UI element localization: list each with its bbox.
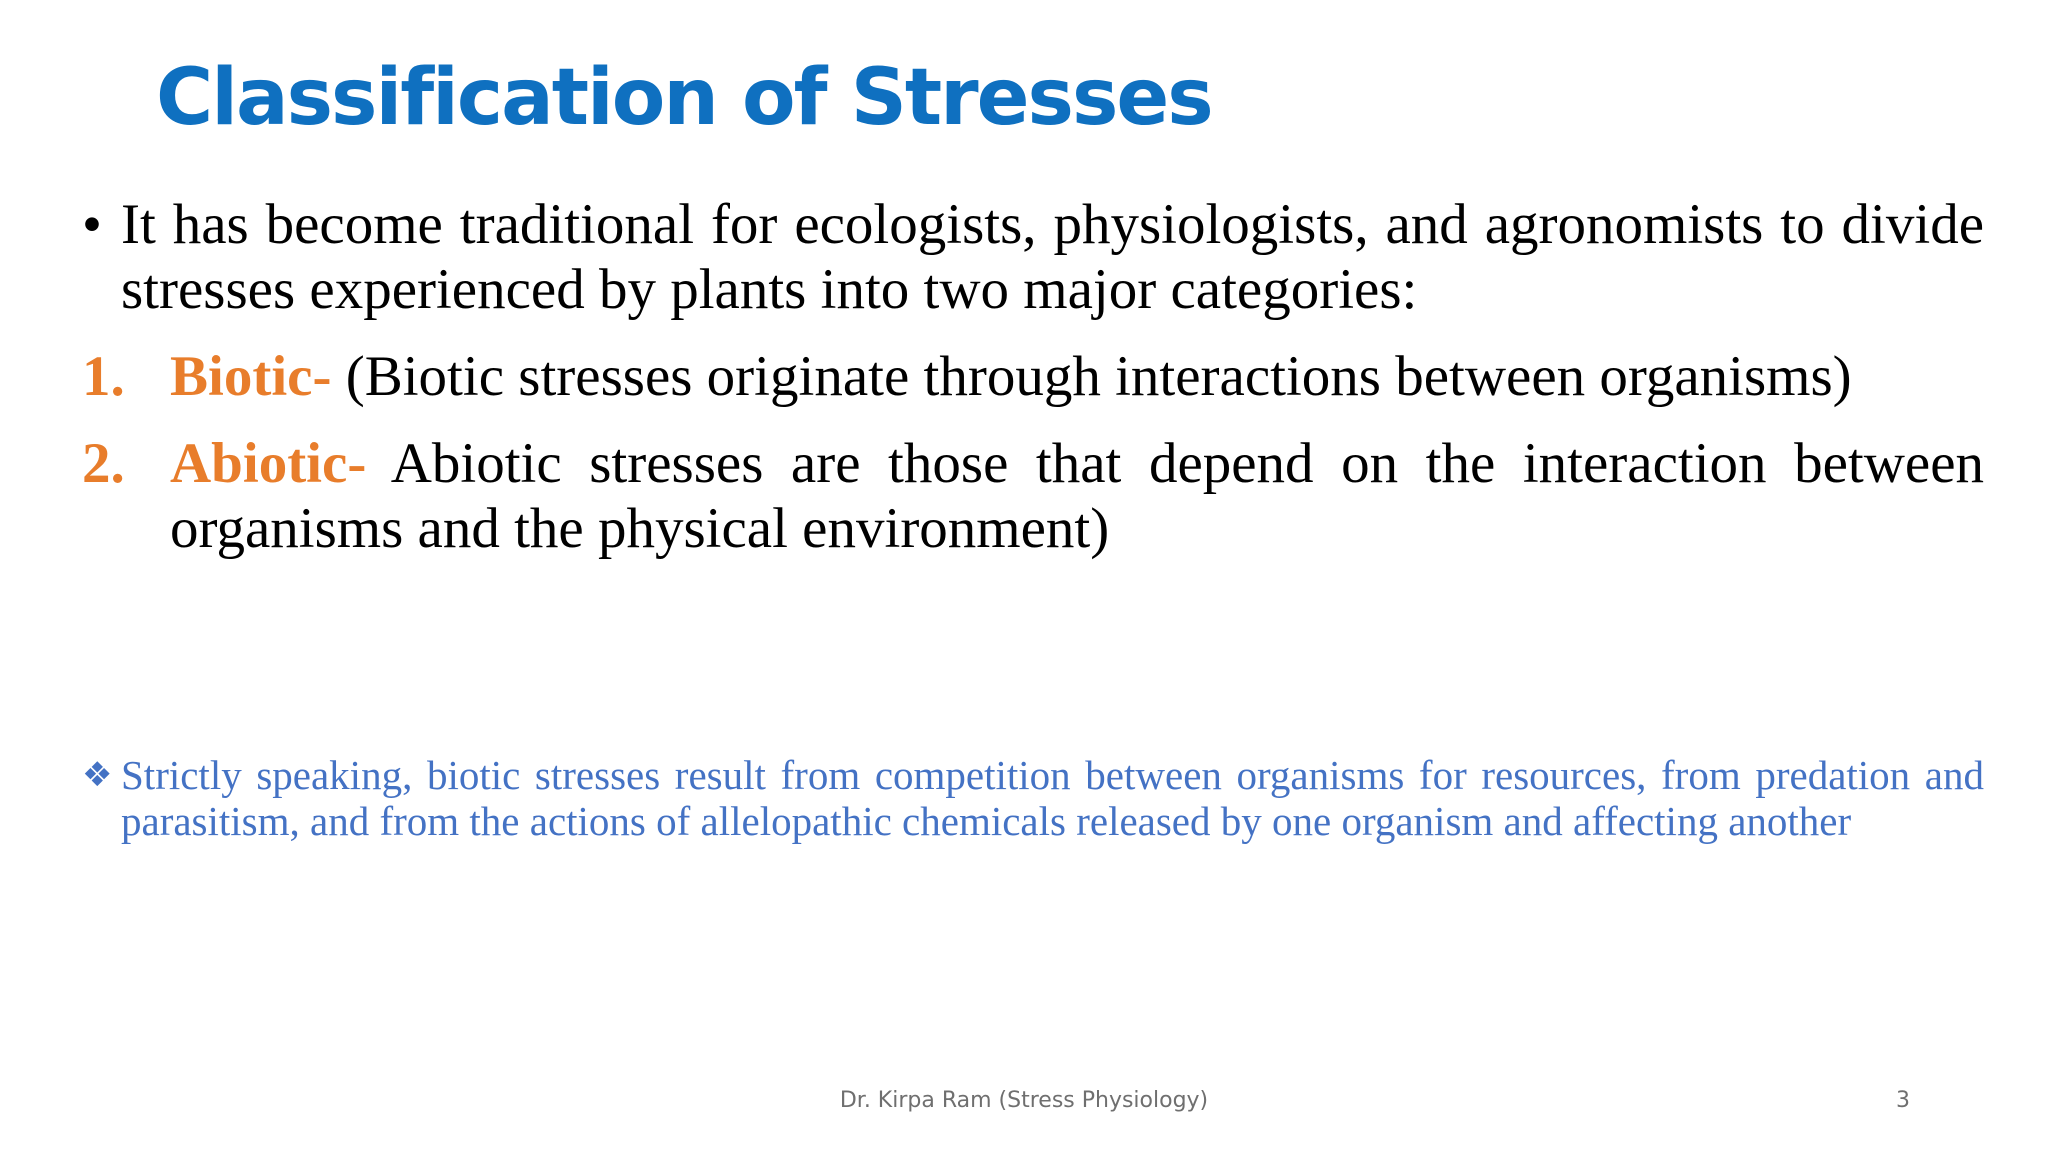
page-number: 3 <box>1896 1088 1910 1113</box>
category-description: Abiotic stresses are those that depend on the interaction between organisms and the physical environment) <box>170 432 1984 560</box>
intro-text: It has become traditional for ecologists, physiologists, and agronomists to divide stresses experienced by plants into two major categories: <box>121 193 1984 321</box>
note-text: Strictly speaking, biotic stresses result from competition between organisms for resources, from predation and parasitism, and from the actions of allelopathic chemicals released by one organism and affecting another <box>121 752 1984 844</box>
category-number: 1. <box>82 345 125 408</box>
category-term: Abiotic- <box>170 432 367 495</box>
category-text <box>170 431 1984 561</box>
footer-text: Dr. Kirpa Ram (Stress Physiology) <box>839 1088 1209 1113</box>
intro-bullet-row <box>82 192 1984 322</box>
category-item-biotic <box>82 344 1984 409</box>
category-number: 2. <box>82 432 125 495</box>
bullet-icon: • <box>82 193 102 256</box>
category-text <box>170 344 1984 409</box>
intro-paragraph <box>82 192 1984 322</box>
category-description: (Biotic stresses originate through interactions between organisms) <box>331 345 1852 408</box>
diamond-bullet-icon: ❖ <box>82 755 113 795</box>
category-item-abiotic <box>82 431 1984 561</box>
slide-title: Classification of Stresses <box>156 53 1212 143</box>
note-paragraph <box>82 752 1984 844</box>
category-term: Biotic- <box>170 345 332 408</box>
